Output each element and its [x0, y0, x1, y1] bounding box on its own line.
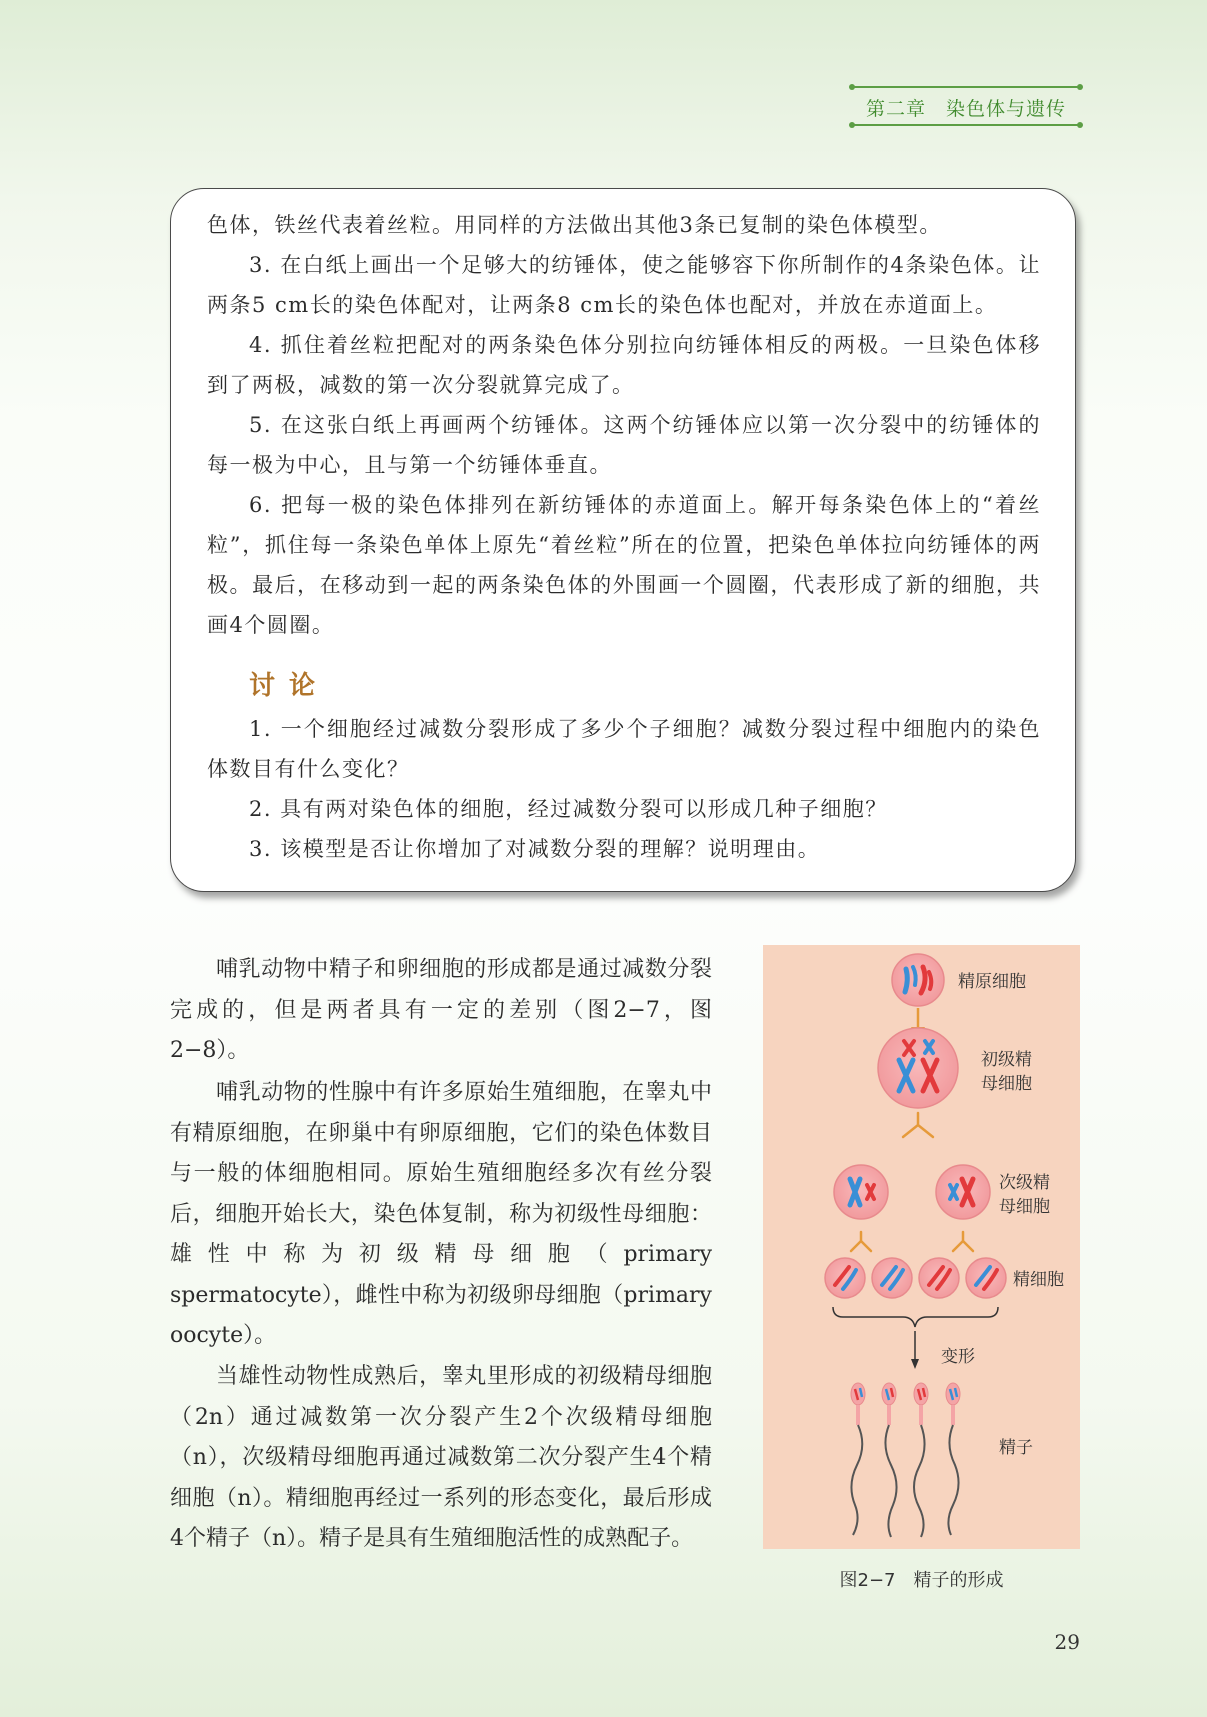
arrow-split-2 [851, 1232, 973, 1251]
discussion-question-2: 2. 具有两对染色体的细胞，经过减数分裂可以形成几种子细胞？ [249, 797, 888, 821]
arrow-transform [911, 1331, 919, 1369]
spermatid-cell [872, 1258, 912, 1298]
body-paragraph-2: 哺乳动物的性腺中有许多原始生殖细胞，在睾丸中有精原细胞，在卵巢中有卵原细胞，它们的染色体数目与一般的体细胞相同。原始生殖细胞经多次有丝分裂后，细胞开始长大，染色体复制，称为初级性母细胞：雄性中称为初级精母细胞（primary spermatocyte），雌性中称为初级卵母细胞（primary oocyte）。 [170, 1080, 712, 1348]
sperm [914, 1383, 928, 1537]
label-sperm: 精子 [999, 1438, 1033, 1458]
spermatogenesis-diagram [763, 945, 1080, 1549]
page-number: 29 [1054, 1630, 1080, 1654]
sperm [946, 1383, 960, 1535]
header-rule-top [852, 86, 1080, 88]
spermatid-cell [919, 1258, 959, 1298]
spermatogenesis-figure [763, 945, 1080, 1549]
activity-paragraph: 色体，铁丝代表着丝粒。用同样的方法做出其他3条已复制的染色体模型。 [207, 213, 942, 237]
activity-box [170, 188, 1076, 892]
body-paragraph-1: 哺乳动物中精子和卵细胞的形成都是通过减数分裂完成的，但是两者具有一定的差别（图2−7，图2−8）。 [170, 957, 712, 1063]
sperm [882, 1383, 897, 1537]
primary-spermatocyte-cell [878, 1028, 958, 1108]
label-primary-1: 初级精 [981, 1050, 1032, 1070]
spermatid-cell [966, 1258, 1006, 1298]
spermatid-cell [825, 1258, 865, 1298]
label-spermatid: 精细胞 [1013, 1270, 1064, 1290]
activity-step-6: 6. 把每一极的染色体排列在新纺锤体的赤道面上。解开每条染色体上的“着丝粒”，抓住每一条染色单体上原先“着丝粒”所在的位置，把染色单体拉向纺锤体的两极。最后，在移动到一起的两条染色体的外围画一个圆圈，代表形成了新的细胞，共画4个圆圈。 [207, 493, 1041, 637]
label-primary-2: 母细胞 [981, 1074, 1032, 1094]
brace [833, 1307, 998, 1327]
secondary-spermatocyte-cell [834, 1165, 888, 1219]
activity-step-5: 5. 在这张白纸上再画两个纺锤体。这两个纺锤体应以第一次分裂中的纺锤体的每一极为中心，且与第一个纺锤体垂直。 [207, 413, 1041, 477]
figure-caption: 图2−7 精子的形成 [839, 1570, 1004, 1591]
spermatogonium-cell [892, 954, 944, 1006]
label-secondary-2: 母细胞 [999, 1197, 1050, 1217]
discussion-question-1: 1. 一个细胞经过减数分裂形成了多少个子细胞？减数分裂过程中细胞内的染色体数目有什么变化？ [207, 717, 1041, 781]
secondary-spermatocyte-cell [936, 1165, 990, 1219]
label-spermatogonium: 精原细胞 [958, 972, 1026, 992]
arrow-split-1 [903, 1113, 933, 1137]
label-transform: 变形 [941, 1347, 975, 1367]
activity-step-4: 4. 抓住着丝粒把配对的两条染色体分别拉向纺锤体相反的两极。一旦染色体移到了两极，减数的第一次分裂就算完成了。 [207, 333, 1041, 397]
activity-step-3: 3. 在白纸上画出一个足够大的纺锤体，使之能够容下你所制作的4条染色体。让两条5 cm长的染色体配对，让两条8 cm长的染色体也配对，并放在赤道面上。 [207, 253, 1041, 317]
chapter-header [852, 86, 1080, 126]
chapter-title: 第二章 染色体与遗传 [865, 98, 1066, 120]
discussion-question-3: 3. 该模型是否让你增加了对减数分裂的理解？说明理由。 [249, 837, 821, 861]
body-paragraph-3: 当雄性动物性成熟后，睾丸里形成的初级精母细胞（2n）通过减数第一次分裂产生2个次级精母细胞（n），次级精母细胞再通过减数第二次分裂产生4个精细胞（n）。精细胞再经过一系列的形态变化，最后形成4个精子（n）。精子是具有生殖细胞活性的成熟配子。 [170, 1364, 712, 1551]
label-secondary-1: 次级精 [999, 1173, 1050, 1193]
discussion-heading: 讨论 [249, 671, 330, 701]
header-rule-bottom [852, 124, 1080, 126]
sperm [851, 1383, 865, 1535]
